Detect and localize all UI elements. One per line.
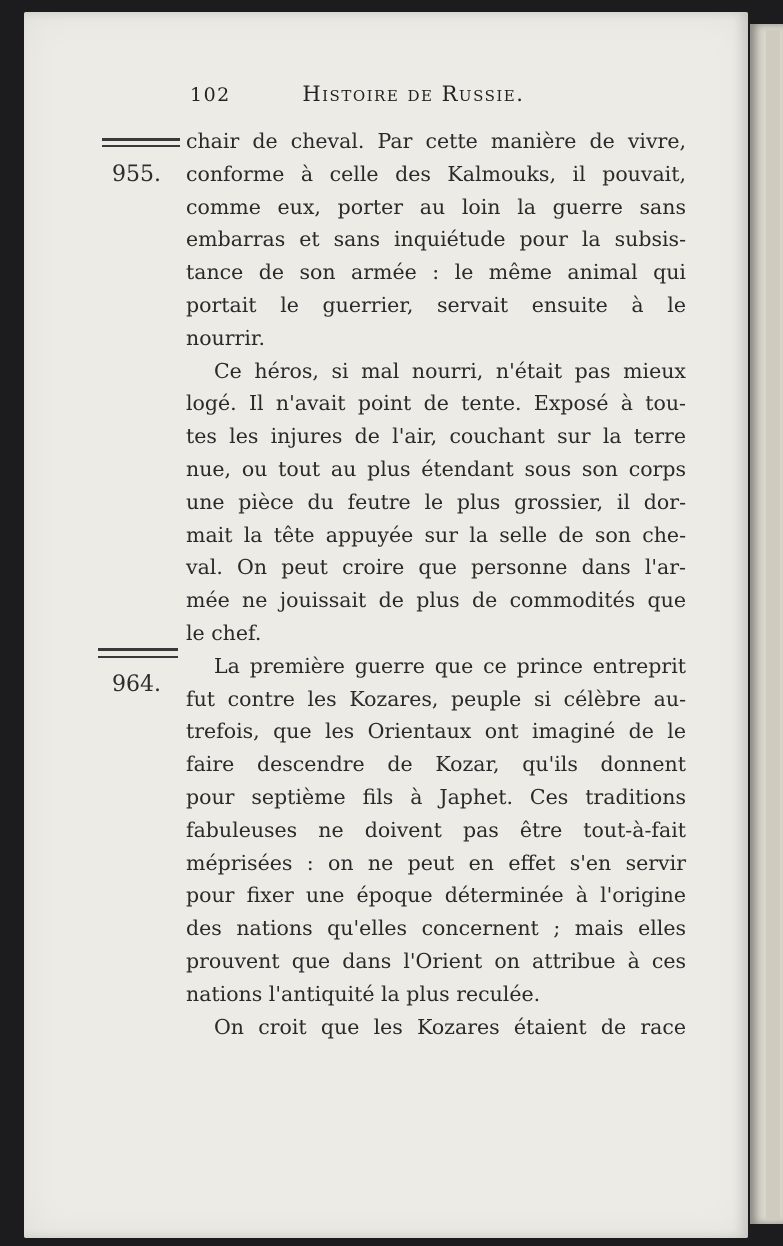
margin-rule-mid-2 [98,656,178,658]
running-title: Histoire de Russie. [302,82,525,106]
text-line: des nations qu'elles concernent ; mais elles [186,916,686,941]
margin-rule-top-1 [102,138,180,141]
paragraph-2 [186,355,686,650]
margin-rule-top-2 [102,145,180,147]
text-line: portait le guerrier, servait ensuite à le [186,292,686,317]
text-line: nue, ou tout au plus étendant sous son corps [186,456,686,481]
text-line: On croit que les Kozares étaient de race [214,1014,686,1039]
paragraph-1 [186,125,686,355]
text-line: tance de son armée : le même animal qui [186,260,686,285]
text-line: trefois, que les Orientaux ont imaginé de le [186,719,686,744]
text-line: mée ne jouissait de plus de commodités que [186,588,686,613]
text-line: pour septième fils à Japhet. Ces traditions [186,784,686,809]
text-line: prouvent que dans l'Orient on attribue à ces [186,948,686,973]
text-line: une pièce du feutre le plus grossier, il dor- [186,489,686,514]
text-line: faire descendre de Kozar, qu'ils donnent [186,752,686,777]
margin-rule-mid-1 [98,648,178,651]
margin-year-964: 964. [112,672,161,697]
text-line: le chef. [186,620,262,645]
paragraph-4 [186,1011,686,1044]
text-line: logé. Il n'avait point de tente. Exposé à tou- [186,391,686,416]
text-line: nations l'antiquité la plus reculée. [186,981,541,1006]
text-line: méprisées : on ne peut en effet s'en servir [186,850,686,875]
margin-year-955: 955. [112,162,161,187]
paragraph-3 [186,650,686,1011]
text-line: fut contre les Kozares, peuple si célèbre au- [186,686,686,711]
text-line: mait la tête appuyée sur la selle de son che- [186,522,686,547]
next-page-edge-inner [766,30,780,1220]
running-header [190,82,690,106]
text-line: Ce héros, si mal nourri, n'était pas mieux [214,358,686,383]
text-line: fabuleuses ne doivent pas être tout-à-fait [186,817,686,842]
body-text [186,125,686,1043]
text-line: comme eux, porter au loin la guerre sans [186,194,686,219]
text-line: chair de cheval. Par cette manière de vivre, [186,129,686,153]
text-line: conforme à celle des Kalmouks, il pouvait, [186,161,686,186]
text-line: La première guerre que ce prince entreprit [214,653,686,678]
text-line: nourrir. [186,325,265,350]
text-line: tes les injures de l'air, couchant sur la terre [186,424,686,449]
text-line: val. On peut croire que personne dans l'ar- [186,555,686,580]
text-line: embarras et sans inquiétude pour la subsis- [186,227,686,252]
text-line: pour fixer une époque déterminée à l'origine [186,883,686,908]
page-number: 102 [190,84,231,106]
